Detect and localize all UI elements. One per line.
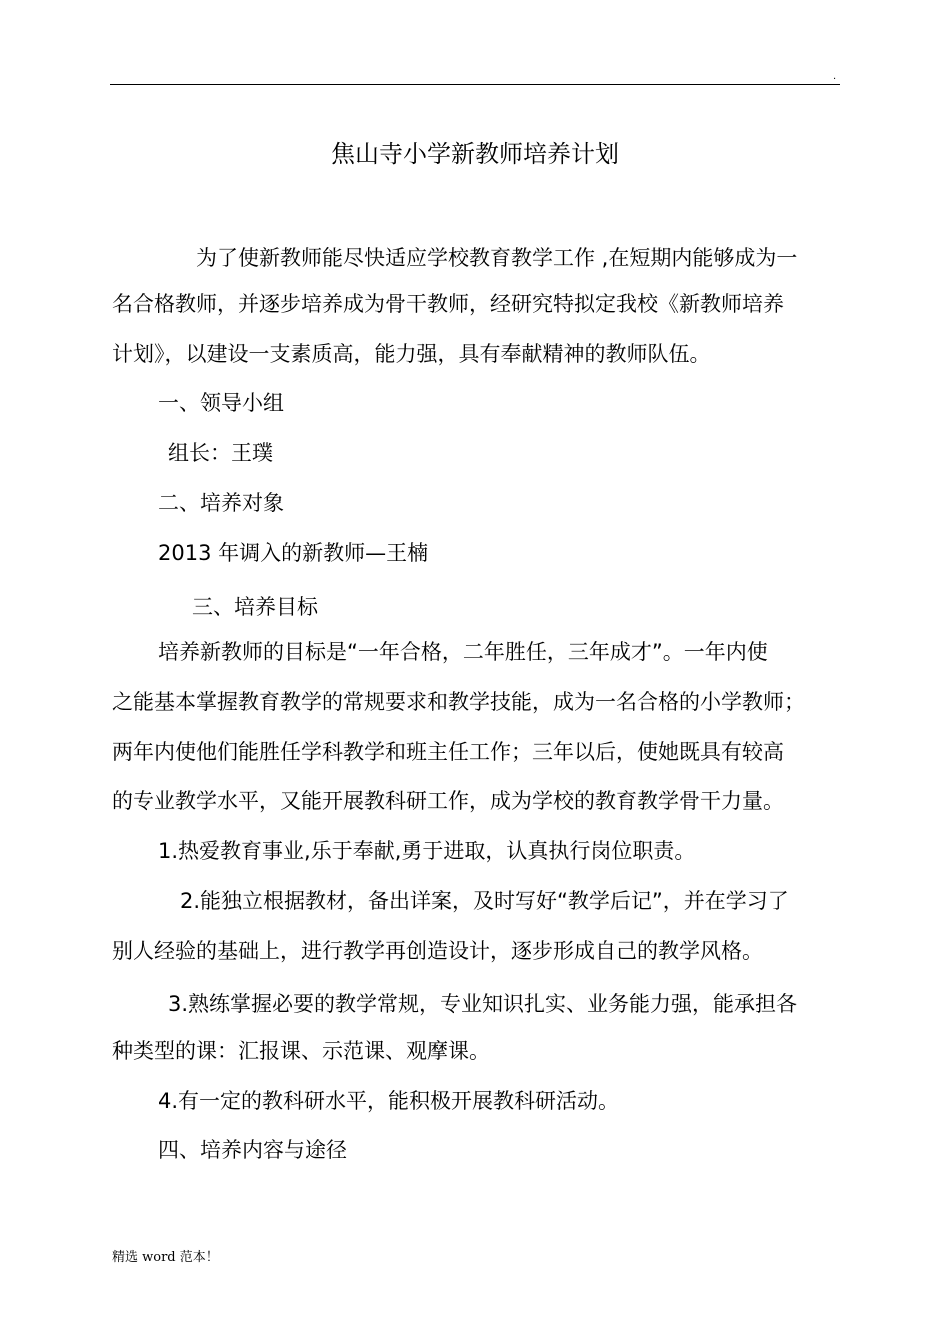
section-heading: 一、领导小组: [158, 391, 284, 415]
section-heading: 二、培养对象: [158, 491, 284, 515]
list-item: 2.能独立根据教材，备出详案，及时写好“教学后记”，并在学习了: [180, 889, 789, 913]
text-line: 名合格教师，并逐步培养成为骨干教师，经研究特拟定我校《新教师培养: [112, 292, 784, 316]
list-item: 4.有一定的教科研水平，能积极开展教科研活动。: [158, 1089, 620, 1113]
list-item: 1.热爱教育事业,乐于奉献,勇于进取，认真执行岗位职责。: [158, 839, 696, 863]
section-heading: 三、培养目标: [192, 595, 318, 619]
text-line: 别人经验的基础上，进行教学再创造设计，逐步形成自己的教学风格。: [112, 939, 763, 963]
document-title: 焦山寺小学新教师培养计划: [331, 140, 619, 168]
page-footer: 精选 word 范本！: [112, 1250, 219, 1265]
text-line: 为了使新教师能尽快适应学校教育教学工作 ,在短期内能够成为一: [196, 246, 798, 270]
text-line: 之能基本掌握教育教学的常规要求和教学技能，成为一名合格的小学教师；: [112, 690, 805, 714]
text-line: 组长：王璞: [168, 441, 273, 465]
header-dot: .: [833, 71, 837, 82]
text-line: 两年内使他们能胜任学科教学和班主任工作；三年以后，使她既具有较高: [112, 740, 784, 764]
text-line: 种类型的课：汇报课、示范课、观摩课。: [112, 1039, 490, 1063]
header-rule: [110, 84, 840, 85]
section-heading: 四、培养内容与途径: [158, 1138, 347, 1162]
text-line: 2013 年调入的新教师—王楠: [158, 541, 429, 565]
list-item: 3.熟练掌握必要的教学常规，专业知识扎实、业务能力强，能承担各: [168, 992, 798, 1016]
text-line: 计划》，以建设一支素质高，能力强，具有奉献精神的教师队伍。: [112, 342, 711, 366]
text-line: 的专业教学水平，又能开展教科研工作，成为学校的教育教学骨干力量。: [112, 789, 784, 813]
text-line: 培养新教师的目标是“一年合格，二年胜任，三年成才”。一年内使: [158, 640, 768, 664]
